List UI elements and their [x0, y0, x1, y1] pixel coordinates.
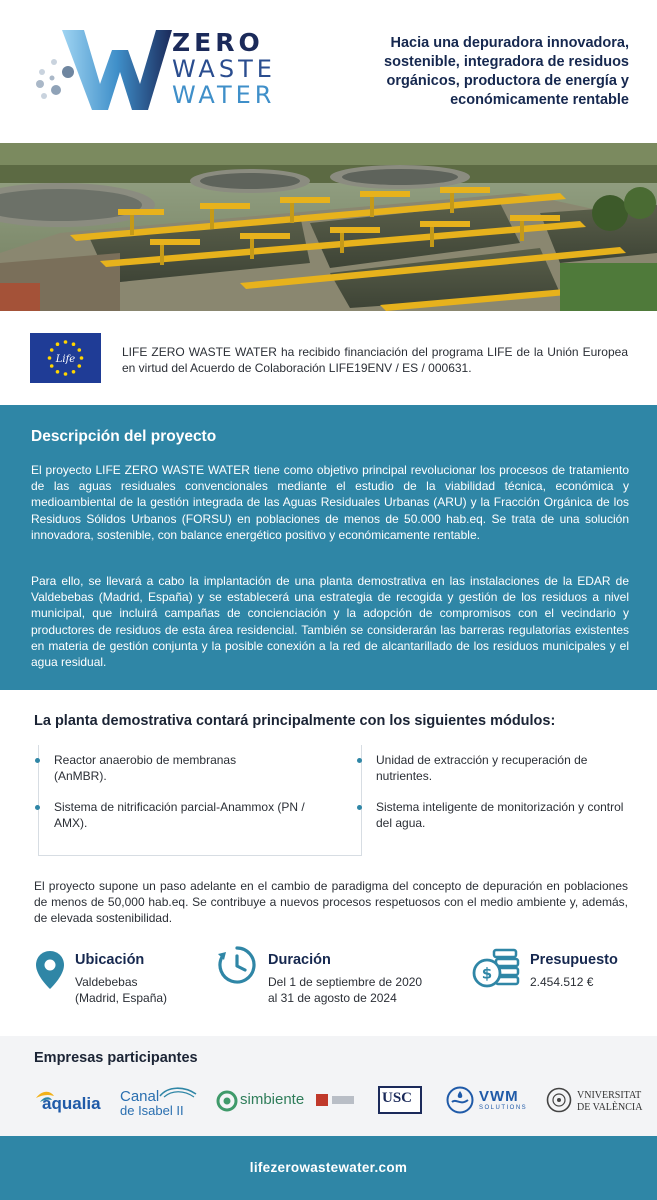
description-paragraph-2: Para ello, se llevará a cabo la implantación de una planta demostrativa en las instalaciones de la EDAR de Valdebebas (Madrid, España) y se establecerá una estrategia de recogida y gestión de los residuos a nivel municipal, que incluirá campañas de concienciación y la adopción de compromisos con el vecindario y productores de residuos de esta área residencial. También se considerarán las barreras regulatorias existentes en materia de gestión conjunta y la posible conexión a la red de alcantarillado de los residuos municipales y el agua residual. [31, 574, 629, 670]
location-pin-icon [35, 950, 65, 990]
module-label: Reactor anaerobio de membranas (AnMBR). [54, 753, 237, 783]
module-item [376, 799, 626, 831]
location-title: Ubicación [75, 952, 145, 968]
aqualia-wordmark: aqualia [42, 1094, 101, 1113]
life-funding-section [0, 311, 657, 405]
simbiente-logo [216, 1084, 356, 1118]
footer [0, 1136, 657, 1200]
partners-section [0, 1036, 657, 1136]
eu-life-flag-icon [30, 333, 101, 383]
module-label: Unidad de extracción y recuperación de nutrientes. [376, 753, 588, 783]
simbiente-partner-mark [332, 1096, 354, 1104]
svg-text:$: $ [481, 964, 493, 983]
description-title: Descripción del proyecto [31, 428, 217, 445]
canal-isabel-ii-logo [120, 1084, 198, 1118]
project-description-section [0, 405, 657, 690]
duration-line-1: Del 1 de septiembre de 2020 [268, 975, 423, 989]
logo-word-waste: WASTE [172, 55, 276, 83]
vwm-wordmark: VWM [479, 1088, 519, 1105]
website-link[interactable]: lifezerowastewater.com [249, 1160, 408, 1175]
logo-word-zero: ZERO [172, 28, 264, 57]
header [0, 0, 657, 143]
module-item [376, 752, 626, 784]
modules-title: La planta demostrativa contará principalmente con los siguientes módulos: [34, 713, 556, 729]
life-flag-label: Life [55, 354, 76, 365]
logo-word-water: WATER [172, 81, 276, 109]
vwm-drop-icon [446, 1086, 474, 1114]
bullet-dot-icon [35, 758, 40, 763]
universitat-valencia-logo [546, 1084, 646, 1118]
hero-photo [0, 143, 657, 311]
duration-title: Duración [268, 952, 331, 968]
funding-statement: LIFE ZERO WASTE WATER ha recibido financiación del programa LIFE de la Unión Europea en virtud del Acuerdo de Colaboración LIFE19ENV / ES / 000631. [122, 345, 628, 375]
simbiente-swirl-icon [216, 1090, 238, 1112]
location-line-2: (Madrid, España) [75, 991, 168, 1005]
module-label: Sistema de nitrificación parcial-Anammox (PN / AMX). [54, 800, 305, 830]
usc-logo [378, 1084, 424, 1118]
budget-title: Presupuesto [530, 952, 618, 968]
university-seal-icon [546, 1087, 572, 1113]
budget-value: 2.454.512 € [530, 975, 594, 989]
vwm-subtitle: SOLUTIONS [479, 1105, 528, 1111]
w-logo-mark [32, 26, 172, 116]
canal-waves-icon [158, 1084, 198, 1098]
header-tagline: Hacia una depuradora innovadora, sostenible, integradora de residuos orgánicos, productora de energía y económicamente rentable [384, 35, 629, 108]
logo-wordmark [172, 30, 276, 107]
uv-line-2: DE VALÈNCIA [577, 1102, 643, 1113]
partners-title: Empresas participantes [34, 1050, 198, 1066]
module-label: Sistema inteligente de monitorización y control del agua. [376, 800, 624, 830]
wastewater-treatment-plant-photo [0, 143, 657, 311]
bullet-dot-icon [357, 805, 362, 810]
bullet-dot-icon [357, 758, 362, 763]
paradigm-statement: El proyecto supone un paso adelante en el cambio de paradigma del concepto de depuración en poblaciones de menos de 50,000 hab.eq. Se contribuye a nuevos procesos respetuosos con el medio ambiente y, además, de elevada sostenibilidad. [34, 879, 628, 925]
canal-line-2: de Isabel II [120, 1103, 184, 1118]
money-stack-icon [472, 947, 520, 989]
zero-waste-water-logo [32, 26, 282, 116]
usc-wordmark: USC [382, 1090, 413, 1106]
module-item [54, 799, 314, 831]
location-line-1: Valdebebas [75, 975, 138, 989]
clock-icon [216, 944, 258, 986]
simbiente-partner-badge [316, 1094, 328, 1106]
aqualia-logo [34, 1084, 106, 1118]
bullet-dot-icon [35, 805, 40, 810]
simbiente-wordmark: simbiente [240, 1091, 305, 1108]
description-paragraph-1: El proyecto LIFE ZERO WASTE WATER tiene como objetivo principal revolucionar los procesos de tratamiento de las aguas residuales convencionales mediante el estudio de la viabilidad técnica, económica y medioambiental de la gestión integrada de las Aguas Residuales Urbanas (ARU) y la Fracción Orgánica de los Residuos Sólidos Urbanos (FORSU) en poblaciones de menos de 50.000 hab.eq. Se trata de una solución innovadora, sostenible, con balance energético positivo y económicamente rentable. [31, 463, 629, 542]
uv-line-1: VNIVERSITAT [577, 1090, 642, 1101]
vwm-solutions-logo [446, 1084, 528, 1118]
canal-line-1: Canal [120, 1088, 160, 1105]
duration-line-2: al 31 de agosto de 2024 [268, 991, 397, 1005]
module-item [54, 752, 284, 784]
